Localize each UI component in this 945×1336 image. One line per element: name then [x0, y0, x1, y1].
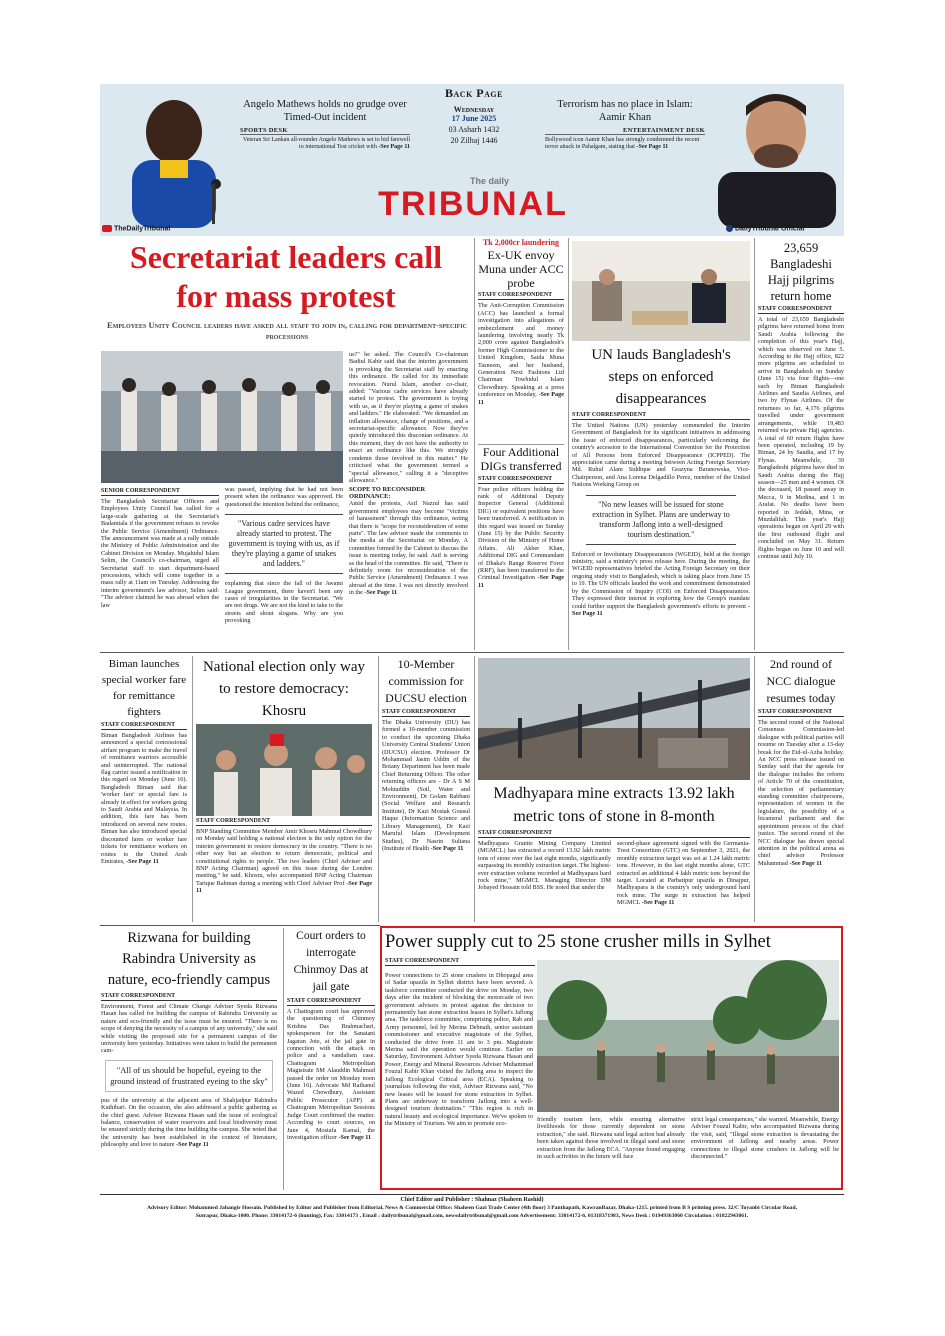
see-page[interactable]: -See Page 11 [641, 899, 675, 907]
chinmoy-text [287, 1008, 375, 1141]
sylhet-text-2: friendly tourism here, while ensuring alternative livelihoods for those currently dependent on stone extraction," she said. Rizwana said legal action had already been taken against those involved in illegal sand and stone extraction from the Jaflong ECA. "Anyone found engaging in such activities in the future will face [537, 1116, 685, 1161]
un-headline[interactable]: UN lauds Bangladesh's steps on enforced disappearances [591, 347, 731, 407]
lead-col2-text-b: explaining that since the fall of the Awami League government, there haven't been any cases of irregularities in the Secretariat. "We are not drugs. We are not the kind to take to the streets and shout slogans. Why are you provoking [225, 580, 343, 625]
lead-col1-text: The Bangladesh Secretariat Officers and Employees Unity Council has called for a large-scale gathering at the Secretariat's Badamtala if the government refuses to revoke the Public Service (Amendment) Ordinance. The announcement was made at a rally outside the Ministry of Public Administration and the Cabinet Division on Monday. Mujahidul Islam Selim, the Council's co-chairman, urged all Secretariat staff to start department-based processions, which will come together in a mass rally at 11am on Tuesday. Addressing the interim government's law advisor, Selim said: "The advisor claimed he was abroad when the law [101, 498, 219, 609]
see-page[interactable]: -See Page 11 [572, 602, 750, 617]
divider [474, 238, 475, 650]
divider [283, 928, 284, 1190]
ncc-body: The second round of the National Consensus Commission-led dialogue with political parties will resume on Tuesday after a 13-day break for the Eid-ul-Azha holiday. An NCC press release issued on Sunday said that the agenda for the dialogue includes the reform of Article 70 of the constitution, the selection of parliamentary standing committee chairpersons, representation of women in the legislature, the possibility of a bicameral parliament and the appointment process of the chief justice. The second round of the NCC dialogue has drawn special attention in the political arena as chief advisor Professor Muhammad [758, 719, 844, 867]
facebook-link[interactable] [726, 225, 844, 237]
teaser-title[interactable]: Angelo Mathews holds no grudge over Timed-Out incident [243, 99, 407, 123]
ncc-text [758, 719, 844, 867]
acc-headline[interactable]: Ex-UK envoy Muna under ACC probe [478, 248, 564, 290]
mine-photo [478, 658, 750, 780]
khosru-byline: STAFF CORRESPONDENT [196, 818, 372, 826]
divider [754, 656, 755, 922]
un-body: Enforced or Involuntary Disappearances (WGEID), held at the foreign ministry, said a ministry's press release here. During the meeting, the WGEID representatives briefed the Acting Foreign Secretary on their ongoing study visit to Bangladesh, which is taking place from June 15 to 19. The UN officials lauded the work and commitment demonstrated by the Commission of Inquiry (COI) on Enforced Disappearances. They expressed their interest in exploring how the Group's mandate could further support the Bangladesh government's efforts to prevent [572, 550, 750, 610]
mine-story [478, 782, 750, 922]
dig-byline: STAFF CORRESPONDENT [478, 476, 564, 484]
acc-story [478, 238, 564, 444]
protest-photo [101, 351, 343, 483]
acc-byline: STAFF CORRESPONDENT [478, 292, 564, 300]
chinmoy-byline: STAFF CORRESPONDENT [287, 998, 375, 1006]
biman-body: Biman Bangladesh Airlines has announced a special concessional airfare program to make the travel of remittance warriors accessible and uninterrupted. The national flag carrier issued a notification in this regard on Monday (June 16). Bangladesh Biman said that 'worker fare' or special fare is already in effect for workers going to Saudi Arabia and Malaysia. In addition, this fare has been introduced on several new routes. Biman has also introduced special discounted fares or worker fare tickets for remittance workers on routes to the United Arab Emirates, [101, 732, 187, 865]
chinmoy-headline[interactable]: Court orders to interrogate Chinmoy Das at jail gate [293, 930, 369, 993]
mine-byline: STAFF CORRESPONDENT [478, 830, 750, 838]
facebook-icon [726, 225, 733, 232]
lead-col3-text-b [349, 500, 468, 596]
lead-subsection: SCOPE TO RECONSIDER ORDINANCE: [349, 486, 426, 501]
dig-story [478, 446, 564, 650]
rizwana-text-1: Environment, Forest and Climate Change Adviser Syeda Rizwana Hasan has called for building the campus of Rabindra University as nature and eco-friendly and the issue must be ensured. "There is no scope of denying the necessity of a campus of any university," she said while visiting the proposed site for a permanent campus of the university here yesterday. Initiatives were taken to build the permanent cam- [101, 1003, 277, 1055]
rizwana-pullquote: "All of us should be hopeful, eyeing to the ground instead of frustrated eyeing to the sky" [105, 1060, 273, 1092]
see-page[interactable]: -See Page 11 [478, 391, 564, 406]
ncc-byline: STAFF CORRESPONDENT [758, 709, 844, 717]
khosru-story [196, 656, 372, 922]
ducsu-story [382, 656, 470, 922]
divider [100, 652, 844, 653]
lead-byline: SENIOR CORRESPONDENT [101, 488, 219, 496]
acc-text [478, 302, 564, 406]
ducsu-byline: STAFF CORRESPONDENT [382, 709, 470, 717]
chinmoy-body: A Chattogram court has approved the questioning of Chinmoy Krishna Das Brahmachari, spokesperson for the Sanatani Jagaran Jote, at the jail gate in connection with the attack on police and a vandalism case. Chattogram Metropolitan Magistrate SM Alauddin Mahmud passed the order on Monday noon (June 16). Advocate Md Raihanul Wazed Chowdhury, Assistant Public Prosecutor (APP) at Chattogram Metropolitan Sessions Judge Court confirmed the matter. According to court sources, on June 4, Mostafa Kamal, the investigation officer [287, 1008, 375, 1141]
un-text-1: The United Nations (UN) yesterday commended the Interim Government of Bangladesh for its significant initiatives in addressing the issue of enforced disappearances, particularly welcoming the country's accession to the International Convention for the Protection of All Persons from Enforced Disappearance (ICPPED). The appreciation came during a meeting between Acting Foreign Secretary Md. Ruhul Alam Siddique and Grazyna Baranowska, Vice-Chairperson, and Ana Lorena Delgadillo Perez, member of the United Nations Working Group on [572, 422, 750, 489]
teaser-desk: SPORTS DESK [240, 127, 410, 135]
ducsu-body: The Dhaka University (DU) has formed a 10-member commission to conduct the upcoming Dhaka University Central Students' Union (DUCSU) election. Professor Dr Mohammad Jasim Uddin of the Botany Department has been made Chief Returning Officer. The other returning officers are - Dr A S M Mohiuddin (Soil, Water and Environment), Dr Golam Rabbani (Social Welfare and Research Institute), Dr Kazi Mostak Gousul Haque (Information Science and Library Management), Dr Kazi Maruful Islam (Development Studies), Dr Nasrin Sultana (Institute of Health [382, 719, 470, 852]
lead-headline[interactable] [100, 238, 472, 320]
see-page[interactable]: -See Page 11 [196, 879, 372, 895]
divider [478, 444, 564, 445]
see-page[interactable]: -See Page 11 [126, 857, 159, 865]
teaser-body: Bollywood icon Aamir Khan has strongly condemned the recent terror attack in Pahalgam, stating that [545, 137, 700, 150]
see-page[interactable]: -See Page 11 [176, 1141, 209, 1149]
rizwana-byline: STAFF CORRESPONDENT [101, 993, 277, 1001]
stone-crusher-photo [537, 960, 839, 1112]
hajj-story [758, 240, 844, 650]
see-page[interactable]: -See Page 11 [378, 144, 410, 150]
un-meeting-photo [572, 241, 750, 341]
lead-col1 [101, 486, 219, 648]
see-page[interactable]: -See Page 11 [430, 844, 464, 852]
mine-headline[interactable]: Madhyapara mine extracts 13.92 lakh metric tons of stone in 8-month [493, 785, 735, 825]
see-page[interactable]: -See Page 11 [789, 859, 823, 867]
the-daily: The daily [470, 176, 510, 186]
newspaper-logo [362, 185, 584, 221]
un-text-2 [572, 551, 750, 618]
section-title: Back Page [445, 86, 503, 100]
dig-text [478, 486, 564, 590]
un-story [572, 344, 750, 650]
see-page[interactable]: -See Page 11 [364, 589, 398, 597]
youtube-icon [102, 225, 112, 232]
rizwana-text-2 [101, 1097, 277, 1149]
youtube-handle[interactable]: TheDailyTribunal [113, 225, 171, 233]
aamir-photo [706, 86, 836, 228]
dig-headline[interactable]: Four Additional DIGs transferred [480, 446, 562, 473]
teaser-text [240, 137, 410, 151]
divider [568, 238, 569, 650]
hajj-text: A total of 23,659 Bangladeshi pilgrims have returned home from Saudi Arabia following the completion of this year's Hajj, which was observed on June 5. According to the Hajj office, 822 more pilgrims are scheduled to arrive in Bangladesh on Sunday (June 15) via four flights—one each by Biman Bangladesh Airlines and Saudia Airlines, and two by Flynas Airlines. Of the returnees so far, 4,176 pilgrims travelled under government arrangements, while 19,483 returned via private Hajj agencies. A total of 60 return flights have been operated, including 19 by Biman, 24 by Saudia, and 17 by Flynas. Meanwhile, 39 Bangladeshi pilgrims have died in Saudi Arabia during the Hajj season—25 men and 4 women. Of the deceased, 18 passed away in Mecca, 9 in Medina, and 1 in Arafat. No deaths have been reported in Jeddah, Mina, or Muzdalifah. This year's Hajj operations began on April 29 with the first outbound flight and concluded on May 31. Return flights began on June 10 and will continue until July 10. [758, 316, 844, 560]
dig-body: Four police officers holding the rank of Additional Deputy Inspector General (Additional DIG) or equivalent positions have been transferred. A notification in this regard was issued on Sunday (June 15) by the Public Security Division of the Ministry of Home Affairs. Ali Akber Khan, Additional DIG and Commandant of Dhaka's Range Reserve Force (RRF), has been transferred to the Criminal Investigation [478, 485, 564, 582]
sylhet-story-box [380, 926, 843, 1190]
sylhet-text-3: strict legal consequences," she warned. Meanwhile, Energy Adviser Fouzul Kabir, who accompanied Rizwana during the visit, said, "Illegal stone extraction is devastating the environment of Jaflong and nearby areas. Power connections to illegal stone crushers in Jaflong will be disconnected." [691, 1116, 839, 1161]
lead-col3 [349, 351, 468, 648]
imprint-editor: Chief Editor and Publisher : Shahnaz (Shaheen Rashid) [400, 1197, 544, 1203]
facebook-handle[interactable]: DailyTribunal Official [734, 225, 805, 233]
ncc-story [758, 656, 844, 922]
acc-kicker: Tk 2,000cr laundering [482, 238, 560, 247]
teaser-body: Veteran Sri Lankan all-rounder Angelo Mathews is set to bid farewell to international Test cricket with [243, 137, 410, 150]
ncc-headline[interactable]: 2nd round of NCC dialogue resumes today [766, 657, 836, 705]
date: 17 June 2025 [451, 114, 497, 123]
see-page[interactable]: -See Page 11 [478, 574, 564, 589]
teaser-desk: ENTERTAINMENT DESK [545, 127, 705, 135]
lead-subhead: Employees Unity Council leaders have asked all staff to join in, calling for department-specific processions [107, 320, 467, 341]
day: Wednesday [453, 105, 495, 114]
biman-byline: STAFF CORRESPONDENT [101, 722, 187, 730]
lead-col3-text: us?" he asked. The Council's Co-chairman Badiul Kabir said that the interim government is provoking the Secretariat staff by enacting this ordinance. He called for its immediate revocation. Nurul Islam, another co-chair, added: "Various cadre services have already started to protest. The government is toying with us, as if they're playing a game of snakes and ladders." He elaborated: "We demanded an inflation allowance, change of positions, and a secretariat-specific allowance. Now they've quietly introduced this draconian ordinance. At this moment, they do not have the authority to enact an ordinance like this. We strongly condemn those involved in this matter." He criticised what the government termed a "special allowance," calling it a "deceptive allowance." [349, 351, 468, 484]
rizwana-body: pus of the university at the adjacent area of Shahjadpur Rabindra Kuthibari. On the occasion, she also addressed a public gathering as the chief guest. Adviser Rizwana Hasan said the issue of ecological balance, conservation of water reservoirs and local biodiversity must be ensured strictly during the time building the campus. She noted that the university has been established in the context of literature, philosophy and love to nature [101, 1096, 277, 1149]
divider [378, 656, 379, 922]
sylhet-text-1: Power connections to 25 stone crushers in Dhopagul area of Sadar upazila in Sylhet district have been severed. A taskforce committee conducted the drive on Monday, two days after the incident of blocking the motorcade of two government advisers in protest against the decision to permanently ban stone extraction leases in Sylhet's Jaflong area. The taskforce committee, comprising police, Rab and Army personnel, led by Merina Debnath, senior assistant commissioner and executive magistrate of the Sylhet, conducted the drive from 11 am to 3 pm. Magistrate Merina said the operation would continue. Earlier on Saturday, Environment Adviser Syeda Rizwana Hasan and Power, Energy and Mineral Resources Adviser Muhammad Fouzul Kabir Khan visited the Jaflong area to inspect the Jaflong Ecological Critical area (ECA). Speaking to journalists following the visit, Adviser Rizwana said, "No new leases will be issued for stone extraction in Sylhet. Plans are underway to transform Jaflong into a well-designed tourism destination." "This region is rich in natural beauty and ecological importance. We've spoken to the Ministry of Tourism. We aim to promote eco- [385, 972, 533, 1128]
ducsu-headline[interactable]: 10-Member commission for DUCSU election [385, 657, 467, 705]
sylhet-headline[interactable]: Power supply cut to 25 stone crusher mills in Sylhet [385, 932, 771, 952]
aamir-teaser[interactable] [545, 98, 705, 170]
lead-col3-body: Amid the protests, Asif Nazrul has said government employees may become "victims of harassment" through this ordinance, noting that there is "scope for reconsideration of some parts". The law advisor made the comments to the media at the Secretariat on Monday. A committee formed by the Cabinet to discuss the issue is meeting today, he said. Asif is serving as the head of the committee. He said, "There is definitely room for reconsideration of the Public Service (Amendment) Ordinance. I was abroad at the time. I was not directly involved in the [349, 500, 468, 597]
see-page[interactable]: -See Page 11 [636, 144, 669, 150]
lead-col2 [225, 486, 343, 648]
see-page[interactable]: -See Page 11 [338, 1133, 372, 1141]
divider [100, 1194, 844, 1195]
khosru-body: BNP Standing Committee Member Amir Khosru Mahmud Chowdhury on Monday said holding a national election is the only option for the interim government to restore democracy in the country. "There is no other way but an election to return democratic, political and constitutional rights to people. The two leaders (Chief Adviser and BNP Acting Chairman) agreed on this issue during the London meeting," he said. Khosru, who accompanied BNP Acting Chairman Tarique Rahman during a meeting with Chief Adviser Prof [196, 828, 372, 887]
biman-text [101, 732, 187, 865]
divider [100, 925, 380, 926]
divider [754, 238, 755, 650]
youtube-link[interactable] [102, 225, 222, 237]
divider [192, 656, 193, 922]
lead-pullquote: "Various cadre services have already started to protest. The government is toying with us, as if they're playing a game of snakes and ladders." [225, 514, 343, 574]
teaser-text [545, 137, 705, 151]
imprint [100, 1196, 844, 1226]
khosru-headline[interactable]: National election only way to restore democracy: Khosru [202, 659, 366, 719]
mine-body: second-phase agreement signed with the Germania-Trest Consortium (GTC) on September 3, 2021, the monthly extraction target was set at 1.24 lakh metric tons. However, in the last eight months alone, GTC extracted an additional 4 lakh metric tons beyond the target. Located at Parbatipur upazila in Dinajpur, Madhyapara is the country's only underground hard rock mine. The surge in extraction has helped MGMCL [617, 840, 750, 907]
khosru-text [196, 828, 372, 895]
imprint-contact: Sutrapur, Dhaka-1000. Phone: 33014172-6 (hunting), Fax: 33014173 , Email : dailytribunal@gmail.com, newsdailytribunal@gmail.com Advertisement: 33014172-6, 01318371983, News Desk : 01949363060 Circulation : 01822943061. [195, 1213, 749, 1219]
acc-body: The Anti-Corruption Commission (ACC) has launched a formal investigation into allegations of embezzlement and money laundering involving nearly Tk 2,000 crore against Bangladesh's former High Commissioner to the United Kingdom, Saida Muna Tasneem, and her husband, Generation Next Fashions Ltd Chairman Towhidul Islam Chowdhury. Speaking at a press conference on Monday, [478, 302, 564, 399]
un-pullquote: "No new leases will be issued for stone extraction in Sylhet. Plans are underway to transform Jaflong into a well-designed tourism destination." [586, 495, 736, 545]
ducsu-text [382, 719, 470, 852]
chinmoy-story [287, 928, 375, 1190]
mine-columns [478, 840, 750, 907]
imprint-publisher: Advisory Editor: Mohammed Jahangir Hossain. Published by Editor and Publisher from Editorial, News & Commercial Office: Shaheen Gazi Trade Center (4th floor) 3 Panthapath, KawranBazar, Dhaka-1215. printed from B S printing press. 32/C Toyanbi Circular Road, [147, 1205, 797, 1211]
sylhet-byline: STAFF CORRESPONDENT [385, 958, 535, 966]
rizwana-headline[interactable]: Rizwana for building Rabindra University as nature, eco-friendly campus [107, 930, 271, 988]
teaser-title[interactable]: Terrorism has no place in Islam: Aamir Khan [557, 99, 693, 123]
rizwana-story [101, 928, 277, 1190]
biman-story [101, 656, 187, 922]
mathews-photo [112, 88, 236, 228]
khosru-photo [196, 724, 372, 816]
lead-headline-line2[interactable]: for mass protest [176, 278, 396, 314]
mathews-teaser[interactable] [240, 98, 410, 170]
biman-headline[interactable]: Biman launches special worker fare for remittance fighters [101, 658, 187, 718]
divider [474, 656, 475, 922]
mine-text-1: Madhyapara Granite Mining Company Limited (MGMCL) has extracted a record 13.92 lakh metric tons of stone over the last eight months, significantly surpassing its monthly extraction target. The highest-ever extraction volume recorded at Madhyapara hard rock mine," MGMCL Managing Director DM Jobayed Hossain told BSS. He noted that under the [478, 840, 611, 892]
hijri-date: 20 Zilhaj 1446 [450, 136, 498, 145]
lead-headline-line1[interactable]: Secretariat leaders call [129, 239, 443, 275]
bangla-date: 03 Asharh 1432 [448, 125, 500, 134]
mine-text-2 [617, 840, 750, 907]
hajj-byline: STAFF CORRESPONDENT [758, 306, 844, 314]
logo-text: TRIBUNAL [378, 185, 568, 221]
hajj-headline[interactable]: 23,659 Bangladeshi Hajj pilgrims return home [767, 241, 835, 303]
lead-col2-text-a: was passed, implying that he had not been present when the ordinance was approved. He questioned the intention behind the ordinance, [225, 486, 343, 508]
un-byline: STAFF CORRESPONDENT [572, 412, 750, 420]
masthead-date-box [420, 86, 528, 166]
